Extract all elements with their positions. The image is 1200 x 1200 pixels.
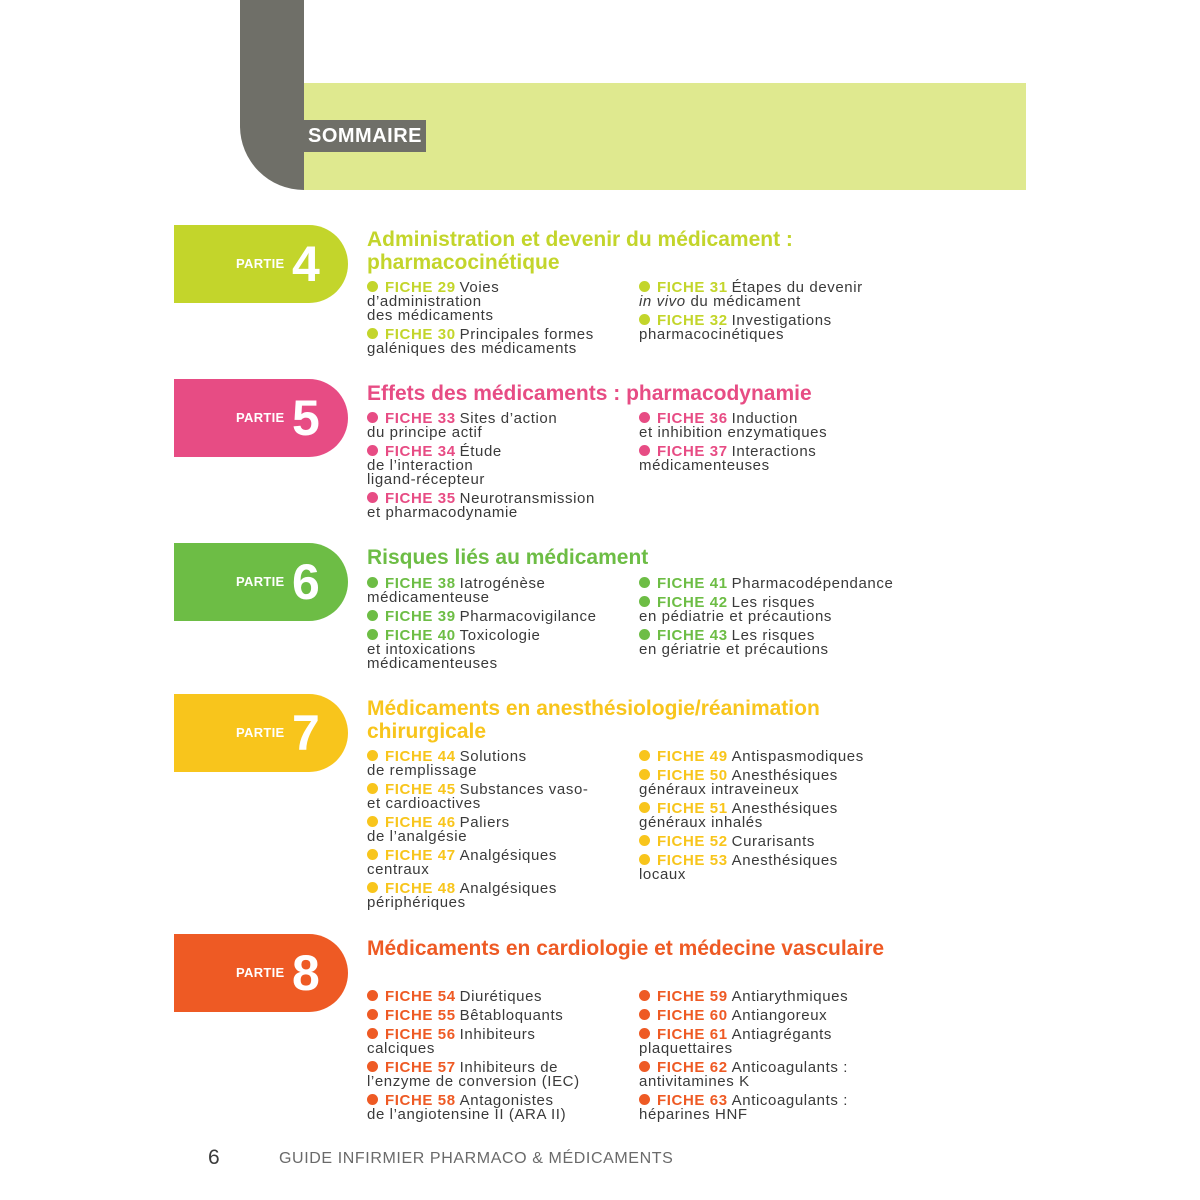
fiche-text: Anticoagulants : [731, 1092, 848, 1109]
fiche-code: FICHE 52 [657, 833, 728, 850]
fiche-text: Étude [459, 443, 502, 460]
fiche-text: Induction [731, 410, 798, 427]
fiche-item[interactable] [367, 412, 637, 440]
fiche-item[interactable] [367, 577, 637, 605]
fiche-code: FICHE 45 [385, 781, 456, 798]
fiche-code: FICHE 51 [657, 800, 728, 817]
bullet-dot-icon [367, 882, 378, 893]
fiche-column [639, 412, 939, 478]
fiche-text: Inhibiteurs de [459, 1059, 559, 1076]
fiche-column [367, 412, 637, 525]
part-number: 7 [292, 705, 320, 761]
fiche-item[interactable] [639, 1009, 939, 1023]
page-title: SOMMAIRE [304, 120, 426, 152]
bullet-dot-icon [639, 314, 650, 325]
bullet-dot-icon [639, 769, 650, 780]
fiche-text: centraux [367, 861, 430, 878]
bullet-dot-icon [367, 1094, 378, 1105]
fiche-code: FICHE 30 [385, 326, 456, 343]
fiche-column [639, 750, 939, 887]
fiche-code: FICHE 36 [657, 410, 728, 427]
fiche-text: antivitamines K [639, 1073, 750, 1090]
part-number: 6 [292, 554, 320, 610]
fiche-text: et intoxications [367, 641, 476, 658]
bullet-dot-icon [367, 629, 378, 640]
bullet-dot-icon [367, 610, 378, 621]
fiche-text: des médicaments [367, 307, 494, 324]
part-number: 8 [292, 945, 320, 1001]
fiche-item[interactable] [367, 1061, 637, 1089]
fiche-item[interactable] [367, 629, 637, 671]
fiche-text: Toxicologie [459, 627, 541, 644]
part-title[interactable]: Médicaments en anesthésiologie/réanimation chirurgicale [367, 697, 820, 743]
fiche-text: Neurotransmission [459, 490, 595, 507]
fiche-text: Antiangoreux [731, 1007, 828, 1024]
fiche-item[interactable] [367, 882, 637, 910]
fiche-item[interactable] [639, 629, 939, 657]
fiche-text: Diurétiques [459, 988, 543, 1005]
fiche-code: FICHE 40 [385, 627, 456, 644]
fiche-text: Antagonistes [459, 1092, 554, 1109]
fiche-code: FICHE 56 [385, 1026, 456, 1043]
bullet-dot-icon [367, 281, 378, 292]
fiche-code: FICHE 50 [657, 767, 728, 784]
part-title[interactable]: Administration et devenir du médicament : pharmacocinétique [367, 228, 793, 274]
fiche-item[interactable] [367, 445, 637, 487]
fiche-text: Analgésiques [459, 847, 557, 864]
fiche-item[interactable] [639, 1061, 939, 1089]
fiche-text: l’enzyme de conversion (IEC) [367, 1073, 580, 1090]
part-badge [174, 225, 348, 303]
fiche-item[interactable] [367, 1009, 637, 1023]
bullet-dot-icon [639, 802, 650, 813]
fiche-code: FICHE 34 [385, 443, 456, 460]
fiche-text: Solutions [459, 748, 527, 765]
bullet-dot-icon [639, 1061, 650, 1072]
fiche-text: généraux intraveineux [639, 781, 800, 798]
bullet-dot-icon [367, 1061, 378, 1072]
fiche-text: médicamenteuses [367, 655, 498, 672]
fiche-text: héparines HNF [639, 1106, 748, 1123]
fiche-code: FICHE 37 [657, 443, 728, 460]
bullet-dot-icon [639, 281, 650, 292]
bullet-dot-icon [639, 412, 650, 423]
bullet-dot-icon [639, 854, 650, 865]
fiche-code: FICHE 63 [657, 1092, 728, 1109]
bullet-dot-icon [367, 412, 378, 423]
fiche-item[interactable] [639, 445, 939, 473]
bullet-dot-icon [639, 990, 650, 1001]
fiche-text: et inhibition enzymatiques [639, 424, 828, 441]
fiche-text: généraux inhalés [639, 814, 763, 831]
part-badge [174, 694, 348, 772]
fiche-text: Antispasmodiques [731, 748, 864, 765]
fiche-text: Voies [459, 279, 500, 296]
bullet-dot-icon [367, 577, 378, 588]
fiche-code: FICHE 60 [657, 1007, 728, 1024]
fiche-item[interactable] [367, 816, 637, 844]
part-title[interactable]: Effets des médicaments : pharmacodynamie [367, 382, 812, 405]
fiche-text: Antiagrégants [731, 1026, 833, 1043]
fiche-text: plaquettaires [639, 1040, 733, 1057]
fiche-text: Interactions [731, 443, 817, 460]
bullet-dot-icon [639, 629, 650, 640]
part-badge [174, 379, 348, 457]
fiche-text: périphériques [367, 894, 466, 911]
fiche-text: Bêtabloquants [459, 1007, 564, 1024]
fiche-text: Les risques [731, 627, 815, 644]
fiche-item[interactable] [367, 281, 637, 323]
part-label: PARTIE [236, 725, 285, 740]
fiche-code: FICHE 58 [385, 1092, 456, 1109]
fiche-text: Pharmacovigilance [459, 608, 597, 625]
part-label: PARTIE [236, 574, 285, 589]
page-number: 6 [208, 1146, 220, 1169]
bullet-dot-icon [367, 328, 378, 339]
bullet-dot-icon [367, 1028, 378, 1039]
fiche-item[interactable] [639, 412, 939, 440]
fiche-text: calciques [367, 1040, 435, 1057]
fiche-code: FICHE 38 [385, 575, 456, 592]
fiche-code: FICHE 29 [385, 279, 456, 296]
fiche-code: FICHE 33 [385, 410, 456, 427]
bullet-dot-icon [367, 492, 378, 503]
fiche-text: Analgésiques [459, 880, 557, 897]
fiche-text: pharmacocinétiques [639, 326, 785, 343]
fiche-text: d’administration [367, 293, 482, 310]
fiche-item[interactable] [639, 835, 939, 849]
fiche-item[interactable] [639, 802, 939, 830]
fiche-text: Iatrogénèse [459, 575, 546, 592]
fiche-code: FICHE 55 [385, 1007, 456, 1024]
fiche-text: Anesthésiques [731, 852, 838, 869]
fiche-item[interactable] [367, 783, 637, 811]
fiche-item[interactable] [639, 281, 939, 309]
fiche-code: FICHE 32 [657, 312, 728, 329]
fiche-item[interactable] [367, 990, 637, 1004]
fiche-text: Pharmacodépendance [731, 575, 894, 592]
fiche-text: Inhibiteurs [459, 1026, 536, 1043]
fiche-code: FICHE 44 [385, 748, 456, 765]
fiche-code: FICHE 49 [657, 748, 728, 765]
fiche-text: médicamenteuse [367, 589, 490, 606]
fiche-item[interactable] [367, 492, 637, 520]
fiche-text: en gériatrie et précautions [639, 641, 829, 658]
part-title[interactable]: Médicaments en cardiologie et médecine vasculaire [367, 937, 885, 960]
fiche-column [639, 281, 939, 347]
fiche-item[interactable] [367, 849, 637, 877]
bullet-dot-icon [639, 750, 650, 761]
fiche-code: FICHE 61 [657, 1026, 728, 1043]
part-label: PARTIE [236, 410, 285, 425]
bullet-dot-icon [639, 1094, 650, 1105]
part-label: PARTIE [236, 965, 285, 980]
fiche-column [639, 990, 939, 1127]
part-label: PARTIE [236, 256, 285, 271]
bullet-dot-icon [639, 577, 650, 588]
fiche-code: FICHE 35 [385, 490, 456, 507]
bullet-dot-icon [367, 849, 378, 860]
fiche-text-italic: in vivo [639, 293, 686, 310]
fiche-text: Principales formes [459, 326, 594, 343]
bullet-dot-icon [367, 445, 378, 456]
fiche-code: FICHE 48 [385, 880, 456, 897]
fiche-text: ligand-récepteur [367, 471, 485, 488]
fiche-code: FICHE 62 [657, 1059, 728, 1076]
bullet-dot-icon [639, 1028, 650, 1039]
fiche-column [367, 750, 637, 915]
fiche-item[interactable] [367, 1028, 637, 1056]
fiche-text: Paliers [459, 814, 510, 831]
fiche-item[interactable] [367, 750, 637, 778]
fiche-item[interactable] [639, 596, 939, 624]
fiche-text: du principe actif [367, 424, 483, 441]
fiche-code: FICHE 59 [657, 988, 728, 1005]
fiche-item[interactable] [367, 610, 637, 624]
fiche-text: Sites d’action [459, 410, 558, 427]
fiche-code: FICHE 41 [657, 575, 728, 592]
fiche-text: médicamenteuses [639, 457, 770, 474]
fiche-text: Anticoagulants : [731, 1059, 848, 1076]
fiche-code: FICHE 43 [657, 627, 728, 644]
fiche-text: de l’interaction [367, 457, 474, 474]
fiche-text: locaux [639, 866, 686, 883]
fiche-text: et pharmacodynamie [367, 504, 518, 521]
bullet-dot-icon [639, 445, 650, 456]
fiche-item[interactable] [639, 854, 939, 882]
fiche-code: FICHE 46 [385, 814, 456, 831]
fiche-text: et cardioactives [367, 795, 481, 812]
fiche-text: Anesthésiques [731, 800, 838, 817]
fiche-code: FICHE 31 [657, 279, 728, 296]
fiche-text: de l’angiotensine II (ARA II) [367, 1106, 567, 1123]
fiche-text: de l’analgésie [367, 828, 468, 845]
part-number: 4 [292, 236, 320, 292]
fiche-item[interactable] [639, 769, 939, 797]
part-number: 5 [292, 390, 320, 446]
bullet-dot-icon [367, 1009, 378, 1020]
fiche-item[interactable] [639, 750, 939, 764]
bullet-dot-icon [367, 750, 378, 761]
fiche-text: Investigations [731, 312, 832, 329]
part-badge [174, 543, 348, 621]
fiche-text: du médicament [685, 293, 801, 310]
fiche-item[interactable] [639, 1094, 939, 1122]
fiche-column [367, 577, 637, 676]
fiche-text: Antiarythmiques [731, 988, 849, 1005]
bullet-dot-icon [639, 596, 650, 607]
fiche-text: en pédiatrie et précautions [639, 608, 832, 625]
fiche-text: Étapes du devenir [731, 279, 863, 296]
fiche-code: FICHE 47 [385, 847, 456, 864]
fiche-code: FICHE 39 [385, 608, 456, 625]
fiche-item[interactable] [367, 1094, 637, 1122]
fiche-text: Substances vaso- [459, 781, 589, 798]
fiche-text: galéniques des médicaments [367, 340, 577, 357]
fiche-column [639, 577, 939, 662]
fiche-code: FICHE 42 [657, 594, 728, 611]
bullet-dot-icon [367, 816, 378, 827]
fiche-item[interactable] [639, 314, 939, 342]
fiche-text: Curarisants [731, 833, 815, 850]
fiche-item[interactable] [639, 577, 939, 591]
fiche-code: FICHE 54 [385, 988, 456, 1005]
fiche-item[interactable] [367, 328, 637, 356]
fiche-text: de remplissage [367, 762, 478, 779]
part-badge [174, 934, 348, 1012]
fiche-text: Anesthésiques [731, 767, 838, 784]
fiche-text: Les risques [731, 594, 815, 611]
fiche-column [367, 990, 637, 1127]
header-gray-tab [240, 0, 304, 190]
fiche-item[interactable] [639, 990, 939, 1004]
fiche-item[interactable] [639, 1028, 939, 1056]
bullet-dot-icon [367, 990, 378, 1001]
fiche-code: FICHE 53 [657, 852, 728, 869]
fiche-code: FICHE 57 [385, 1059, 456, 1076]
running-footer: GUIDE INFIRMIER PHARMACO & MÉDICAMENTS [279, 1150, 674, 1167]
bullet-dot-icon [639, 835, 650, 846]
part-title[interactable]: Risques liés au médicament [367, 546, 649, 569]
bullet-dot-icon [367, 783, 378, 794]
fiche-column [367, 281, 637, 361]
bullet-dot-icon [639, 1009, 650, 1020]
